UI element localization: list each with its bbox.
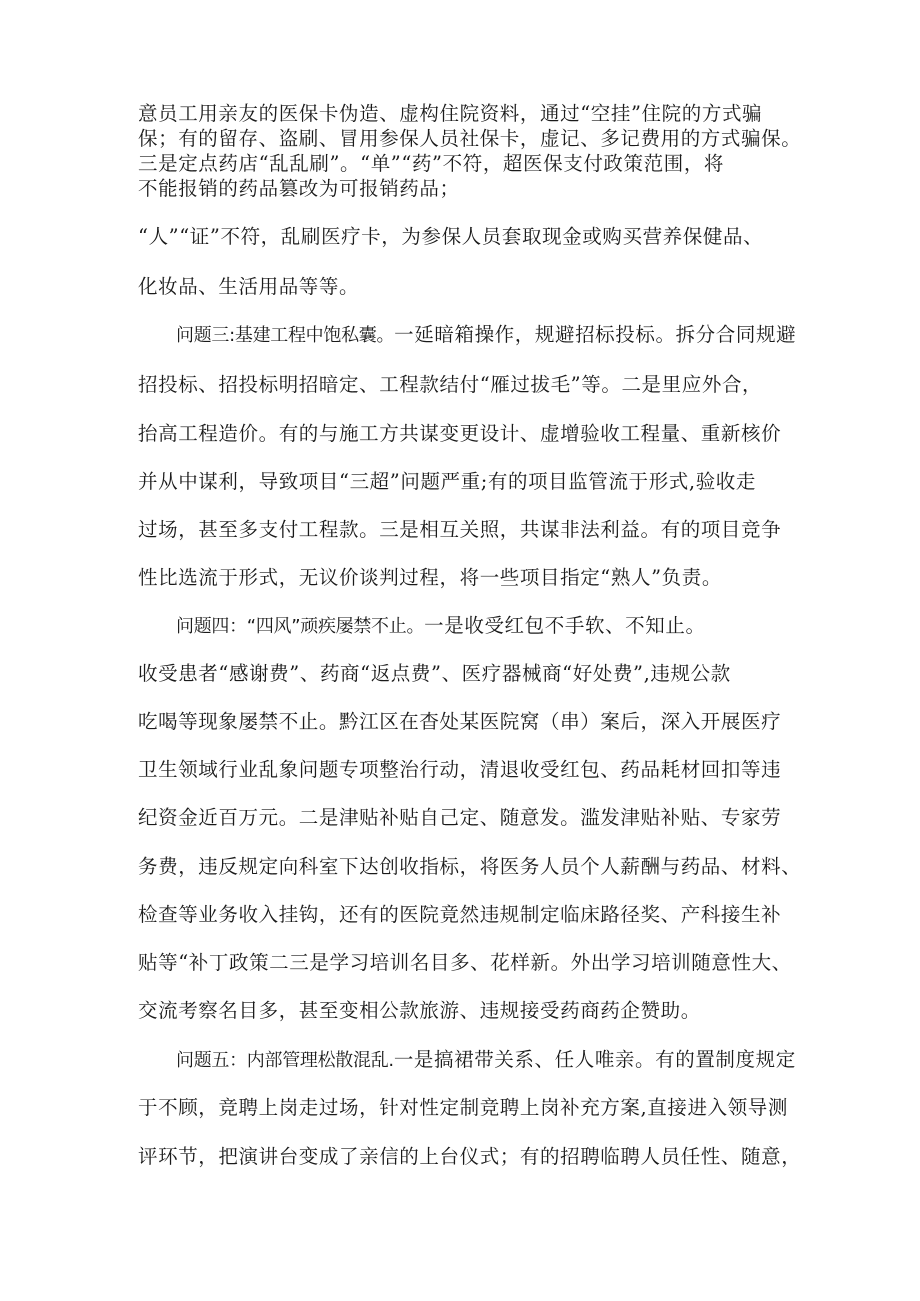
- problem5-first-text: 一是搞裙带关系、任人唯亲。有的置制度规定: [393, 1048, 796, 1071]
- text-line: 招投标、招投标明招暗定、工程款结付“雁过拔毛”等。二是里应外合，: [138, 373, 763, 396]
- text-line: 收受患者“感谢费”、药商“返点费”、医疗器械商“好处费”,违规公款: [138, 662, 731, 685]
- text-line: 评环节，把演讲台变成了亲信的上台仪式；有的招聘临聘人员任性、随意，: [138, 1145, 802, 1168]
- text-line: 意员工用亲友的医保卡伪造、虚构住院资料，通过“空挂”住院的方式骗: [138, 102, 763, 125]
- text-line: 不能报销的药品篡改为可报销药品；: [138, 177, 460, 200]
- text-line: 务费，违反规定向科室下达创收指标，将医务人员个人薪酬与药品、材料、: [138, 855, 802, 878]
- problem3-first-line: [176, 323, 796, 348]
- problem4-first-line: [176, 614, 706, 639]
- text-line: 化妆品、生活用品等等。: [138, 275, 360, 298]
- text-line: 交流考察名目多，甚至变相公款旅游、违规接受药商药企赞助。: [138, 999, 701, 1022]
- problem5-first-line: [176, 1048, 796, 1073]
- text-line: 贴等“补丁政策二三是学习培训名目多、花样新。外出学习培训随意性大、: [138, 951, 792, 974]
- problem5-heading: 问题五：内部管理松散混乱.: [176, 1050, 394, 1071]
- text-line: “人”“证”不符，乱刷医疗卡，为参保人员套取现金或购买营养保健品、: [138, 225, 764, 248]
- text-line: 于不顾，竞聘上岗走过场，针对性定制竞聘上岗补充方案,直接进入领导测: [138, 1096, 788, 1119]
- text-line: 三是定点药店“乱乱刷”。“单”“药”不符，超医保支付政策范围，将: [138, 152, 725, 175]
- text-line: 过场，甚至多支付工程款。三是相互关照，共谋非法利益。有的项目竞争: [138, 518, 782, 541]
- problem3-heading: 问题三:基建工程中饱私囊。: [176, 325, 395, 346]
- text-line: 并从中谋利，导致项目“三超”问题严重;有的项目监管流于形式,验收走: [138, 470, 757, 493]
- problem4-heading: 问题四：“四风”顽疾屡禁不止。: [176, 616, 425, 637]
- text-line: 卫生领域行业乱象问题专项整治行动，清退收受红包、药品耗材回扣等违: [138, 758, 782, 781]
- text-line: 纪资金近百万元。二是津贴补贴自己定、随意发。滥发津贴补贴、专家劳: [138, 806, 782, 829]
- text-line: 吃喝等现象屡禁不止。黔江区在杳处某医院窝（串）案后，深入开展医疗: [138, 710, 782, 733]
- problem3-first-text: 一延暗箱操作，规避招标投标。拆分合同规避: [394, 323, 797, 346]
- problem4-first-text: 一是收受红包不手软、不知止。: [424, 614, 706, 637]
- text-line: 性比选流于形式，无议价谈判过程，将一些项目指定“熟人”负责。: [138, 566, 722, 589]
- text-line: 抬高工程造价。有的与施工方共谋变更设计、虚增验收工程量、重新核价: [138, 422, 782, 445]
- text-line: 保；有的留存、盗刷、冒用参保人员社保卡，虚记、多记费用的方式骗保。: [138, 127, 802, 150]
- text-line: 检查等业务收入挂钩，还有的医院竟然违规制定临床路径奖、产科接生补: [138, 903, 782, 926]
